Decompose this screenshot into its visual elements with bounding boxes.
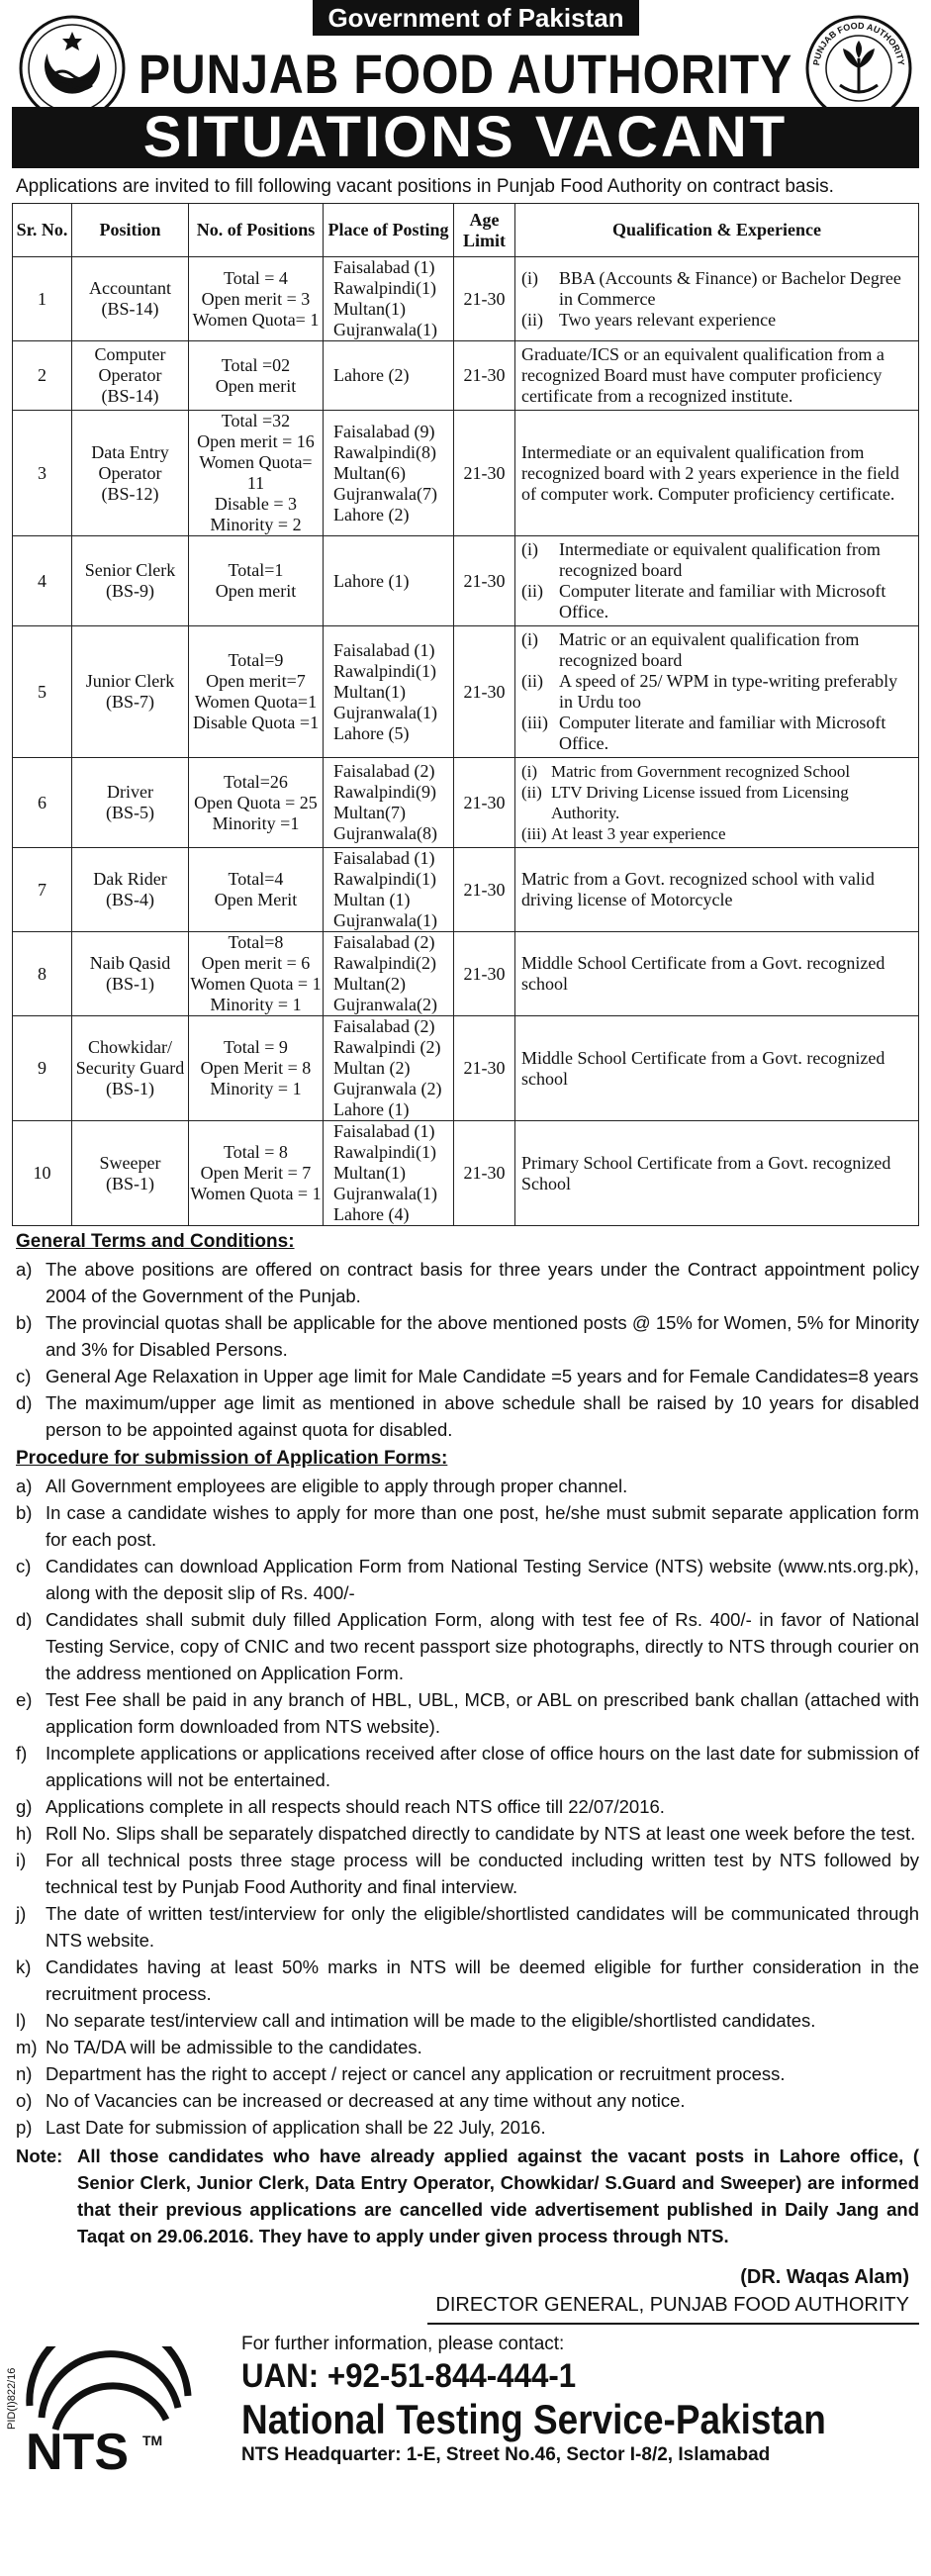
cell-position xyxy=(72,848,189,932)
place-line: Multan(2) xyxy=(333,974,406,994)
positions-count-line: Open merit=7 xyxy=(206,671,306,691)
place-line: Multan(7) xyxy=(333,803,406,822)
list-item-key: n) xyxy=(16,2063,33,2084)
qualification-item-number: (iii) xyxy=(521,713,548,732)
qualification-item-number: (ii) xyxy=(521,783,542,802)
position-name: Computer Operator xyxy=(94,344,166,385)
place-line: Multan(1) xyxy=(333,681,406,702)
positions-count-line: Women Quota = 1 xyxy=(190,1184,322,1203)
signatory xyxy=(12,2263,919,2319)
place-line: Rawalpindi(1) xyxy=(333,1142,436,1162)
position-scale: (BS-5) xyxy=(106,803,154,822)
cell-age: 21-30 xyxy=(454,257,515,341)
list-item xyxy=(12,1740,919,1793)
cell-qualification xyxy=(515,626,919,758)
cell-sr: 5 xyxy=(13,626,72,758)
list-item xyxy=(12,1686,919,1740)
cell-age: 21-30 xyxy=(454,932,515,1016)
place-line: Rawalpindi(1) xyxy=(333,278,436,298)
column-header-place: Place of Posting xyxy=(324,204,454,257)
cell-age: 21-30 xyxy=(454,758,515,848)
list-item-key: b) xyxy=(16,1312,33,1333)
cell-qualification xyxy=(515,1016,919,1121)
list-item-key: g) xyxy=(16,1796,33,1817)
table-row xyxy=(13,341,919,411)
place-line: Lahore (2) xyxy=(333,365,410,385)
qualification-text: Intermediate or an equivalent qualification from recognized board with 2 years experience in the field of computer work. Computer proficiency certificate. xyxy=(521,441,899,504)
cell-age: 21-30 xyxy=(454,848,515,932)
positions-count-line: Women Quota = 1 xyxy=(190,974,322,994)
list-item xyxy=(12,1793,919,1820)
list-item xyxy=(12,2034,919,2060)
place-line: Faisalabad (1) xyxy=(333,1121,435,1141)
cell-age: 21-30 xyxy=(454,341,515,411)
positions-count-line: Disable Quota =1 xyxy=(192,713,320,732)
positions-count-line: Total = 4 xyxy=(224,267,288,288)
contact-info xyxy=(241,2333,905,2467)
positions-count-line: Open merit xyxy=(215,375,297,396)
list-item-text: Roll No. Slips shall be separately dispatched directly to candidate by NTS at least one week before the test. xyxy=(46,1823,916,1844)
list-item-key: p) xyxy=(16,2117,33,2138)
cell-qualification xyxy=(515,341,919,411)
positions-count-line: Open merit = 6 xyxy=(201,953,311,973)
list-item xyxy=(12,1499,919,1553)
position-name: Dak Rider xyxy=(93,869,167,889)
qualification-list xyxy=(521,539,912,622)
qualification-item-number: (iii) xyxy=(521,824,547,843)
place-line: Multan (2) xyxy=(333,1058,411,1078)
list-item xyxy=(12,1847,919,1900)
positions-count-line: Total =32 xyxy=(221,411,291,430)
cell-positions-count xyxy=(189,932,324,1016)
list-item-key: a) xyxy=(16,1259,33,1280)
signatory-title: DIRECTOR GENERAL, PUNJAB FOOD AUTHORITY xyxy=(435,2294,909,2316)
position-name: Chowkidar/ Security Guard xyxy=(75,1037,185,1078)
list-item xyxy=(12,1363,919,1389)
positions-count-line: Open Merit xyxy=(214,890,298,909)
column-header-qualification: Qualification & Experience xyxy=(515,204,919,257)
qualification-item xyxy=(521,713,912,754)
qualification-item-text: Matric from Government recognized School xyxy=(551,762,851,781)
cell-place xyxy=(324,341,454,411)
cell-positions-count xyxy=(189,257,324,341)
place-line: Gujranwala (2) xyxy=(333,1079,442,1098)
list-item-text: Incomplete applications or applications received after close of office hours on the last date for submission of applications will not be entertained. xyxy=(46,1743,919,1790)
list-item-key: j) xyxy=(16,1903,27,1924)
place-line: Rawalpindi(2) xyxy=(333,953,436,973)
list-item-key: d) xyxy=(16,1609,33,1630)
cell-age: 21-30 xyxy=(454,1121,515,1226)
column-header-age: Age Limit xyxy=(454,204,515,257)
positions-count-line: Women Quota=1 xyxy=(194,692,318,712)
place-line: Multan(6) xyxy=(333,462,406,483)
cell-qualification xyxy=(515,411,919,536)
place-line: Rawalpindi(1) xyxy=(333,660,436,681)
cell-sr: 7 xyxy=(13,848,72,932)
cell-age: 21-30 xyxy=(454,536,515,626)
position-scale: (BS-1) xyxy=(106,974,154,994)
place-line: Multan (1) xyxy=(333,890,411,909)
cell-sr: 10 xyxy=(13,1121,72,1226)
cell-positions-count xyxy=(189,848,324,932)
list-item xyxy=(12,1256,919,1309)
position-scale: (BS-1) xyxy=(106,1079,154,1098)
table-row xyxy=(13,1016,919,1121)
qualification-item-text: A speed of 25/ WPM in type-writing preferably in Urdu too xyxy=(559,671,898,712)
contact-lead: For further information, please contact: xyxy=(241,2334,565,2354)
list-item-key: i) xyxy=(16,1850,27,1870)
organization-title: PUNJAB FOOD AUTHORITY xyxy=(138,43,793,105)
list-item xyxy=(12,1473,919,1499)
positions-count-line: Total = 9 xyxy=(224,1037,288,1057)
table-row xyxy=(13,411,919,536)
table-row xyxy=(13,257,919,341)
qualification-item-text: Two years relevant experience xyxy=(559,309,777,330)
qualification-list xyxy=(521,761,912,844)
qualification-item-text: At least 3 year experience xyxy=(551,824,726,843)
cell-qualification xyxy=(515,257,919,341)
place-line: Rawalpindi(1) xyxy=(333,869,436,889)
cell-position xyxy=(72,257,189,341)
qualification-item xyxy=(521,823,912,844)
positions-count-line: Total =02 xyxy=(221,354,291,375)
signatory-name: (DR. Waqas Alam) xyxy=(740,2266,909,2288)
positions-count-line: Open merit xyxy=(215,581,297,601)
publication-id: PID(I)822/16 xyxy=(6,2367,18,2430)
positions-count-line: Open Quota = 25 xyxy=(194,792,318,812)
positions-count-line: Minority = 1 xyxy=(210,1079,302,1098)
qualification-item-number: (ii) xyxy=(521,671,543,691)
cell-place xyxy=(324,536,454,626)
cell-sr: 1 xyxy=(13,257,72,341)
place-line: Faisalabad (1) xyxy=(333,848,435,868)
positions-count-line: Open merit = 16 xyxy=(197,431,315,451)
qualification-item xyxy=(521,539,912,581)
qualification-item-text: Computer literate and familiar with Microsoft Office. xyxy=(559,713,886,753)
place-line: Rawalpindi(9) xyxy=(333,782,436,802)
place-line: Gujranwala(2) xyxy=(333,995,437,1014)
note-label: Note: xyxy=(16,2146,63,2166)
qualification-item-text: LTV Driving License issued from Licensing Authority. xyxy=(551,783,849,822)
qualification-item xyxy=(521,761,912,782)
column-header-sr: Sr. No. xyxy=(13,204,72,257)
cell-sr: 4 xyxy=(13,536,72,626)
cell-qualification xyxy=(515,848,919,932)
cell-sr: 8 xyxy=(13,932,72,1016)
nts-headquarter-address: NTS Headquarter: 1-E, Street No.46, Sector I-8/2, Islamabad xyxy=(241,2444,771,2465)
positions-count-line: Women Quota= 11 xyxy=(199,452,313,493)
qualification-item xyxy=(521,310,912,331)
qualification-item-number: (i) xyxy=(521,762,538,781)
list-item-key: c) xyxy=(16,1556,32,1576)
column-header-positions-count: No. of Positions xyxy=(189,204,324,257)
cell-qualification xyxy=(515,758,919,848)
vacancy-table xyxy=(12,203,919,1226)
qualification-item-number: (ii) xyxy=(521,581,543,601)
list-item-text: Candidates having at least 50% marks in NTS will be deemed eligible for further consideration in the recruitment process. xyxy=(46,1956,919,2004)
table-row xyxy=(13,1121,919,1226)
procedure-list xyxy=(12,1473,919,2141)
cell-place xyxy=(324,932,454,1016)
cell-place xyxy=(324,1016,454,1121)
positions-count-line: Total = 8 xyxy=(224,1142,288,1162)
positions-count-line: Minority = 2 xyxy=(210,515,302,534)
cell-positions-count xyxy=(189,1016,324,1121)
list-item xyxy=(12,1820,919,1847)
list-item xyxy=(12,2087,919,2114)
place-line: Lahore (4) xyxy=(333,1204,410,1224)
positions-count-line: Open merit = 3 xyxy=(201,288,311,309)
cell-sr: 2 xyxy=(13,341,72,411)
qualification-item-text: Matric or an equivalent qualification from recognized board xyxy=(559,629,860,670)
cell-position xyxy=(72,536,189,626)
list-item xyxy=(12,2007,919,2034)
list-item-key: h) xyxy=(16,1823,33,1844)
place-line: Rawalpindi (2) xyxy=(333,1037,441,1057)
place-line: Lahore (1) xyxy=(333,1099,410,1119)
list-item-text: Department has the right to accept / reject or cancel any application or recruitment process. xyxy=(46,2063,786,2084)
place-line: Gujranwala(1) xyxy=(333,320,437,339)
place-line: Faisalabad (1) xyxy=(333,639,435,660)
situations-vacant-banner: SITUATIONS VACANT xyxy=(12,107,919,168)
place-line: Lahore (2) xyxy=(333,504,410,525)
procedure-title: Procedure for submission of Application Forms: xyxy=(16,1448,448,1469)
list-item xyxy=(12,1900,919,1954)
list-item-text: The date of written test/interview for only the eligible/shortlisted candidates will be communicated through NTS website. xyxy=(46,1903,919,1951)
position-scale: (BS-12) xyxy=(101,483,159,504)
cell-qualification xyxy=(515,536,919,626)
place-line: Gujranwala(7) xyxy=(333,483,437,504)
list-item xyxy=(12,2060,919,2087)
list-item-key: d) xyxy=(16,1392,33,1413)
list-item-text: The maximum/upper age limit as mentioned in above schedule shall be raised by 10 years for disabled person to be appointed against quota for disabled. xyxy=(46,1392,919,1440)
list-item-text: Candidates can download Application Form from National Testing Service (NTS) website (www.nts.org.pk), along with the deposit slip of Rs. 400/- xyxy=(46,1556,919,1603)
place-line: Gujranwala(1) xyxy=(333,1184,437,1203)
place-line: Rawalpindi(8) xyxy=(333,441,436,462)
position-scale: (BS-9) xyxy=(106,581,154,601)
cell-position xyxy=(72,758,189,848)
position-scale: (BS-14) xyxy=(101,299,159,319)
cell-position xyxy=(72,1121,189,1226)
nts-logo-text: NTS xyxy=(26,2424,129,2475)
list-item xyxy=(12,1389,919,1443)
list-item-key: o) xyxy=(16,2090,33,2111)
cell-position xyxy=(72,411,189,536)
list-item-key: b) xyxy=(16,1502,33,1523)
qualification-item xyxy=(521,581,912,622)
note-text: All those candidates who have already applied against the vacant posts in Lahore office, ( Senior Clerk, Junior Clerk, Data Entry Operator, Chowkidar/ S.Guard and Sweeper) are informed that their previous applications are cancelled vide advertisement published in Daily Jang and Taqat on 29.06.2016. They have to apply under given process through NTS. xyxy=(77,2146,919,2246)
place-line: Faisalabad (2) xyxy=(333,1016,435,1036)
cell-sr: 3 xyxy=(13,411,72,536)
list-item-text: The provincial quotas shall be applicable for the above mentioned posts @ 15% for Women, 5% for Minority and 3% for Disabled Persons. xyxy=(46,1312,919,1360)
cell-positions-count xyxy=(189,536,324,626)
cell-place xyxy=(324,257,454,341)
list-item-key: f) xyxy=(16,1743,28,1764)
list-item-text: No TA/DA will be admissible to the candidates. xyxy=(46,2037,422,2057)
qualification-item-text: BBA (Accounts & Finance) or Bachelor Degree in Commerce xyxy=(559,267,901,309)
positions-count-line: Open Merit = 8 xyxy=(200,1058,312,1078)
qualification-item-text: Intermediate or equivalent qualification from recognized board xyxy=(559,539,881,580)
place-line: Multan(1) xyxy=(333,1163,406,1183)
position-scale: (BS-1) xyxy=(106,1173,154,1193)
qualification-item-number: (i) xyxy=(521,629,538,649)
qualification-item xyxy=(521,671,912,713)
position-scale: (BS-7) xyxy=(106,692,154,712)
position-name: Junior Clerk xyxy=(85,671,175,691)
list-item-key: m) xyxy=(16,2037,38,2057)
positions-count-line: Disable = 3 xyxy=(214,494,298,514)
place-line: Faisalabad (2) xyxy=(333,761,435,781)
cell-age: 21-30 xyxy=(454,1016,515,1121)
uan-number: UAN: +92-51-844-444-1 xyxy=(241,2357,577,2395)
general-terms-title: General Terms and Conditions: xyxy=(16,1231,295,1252)
cell-place xyxy=(324,758,454,848)
cell-position xyxy=(72,1016,189,1121)
column-header-position: Position xyxy=(72,204,189,257)
qualification-item-text: Computer literate and familiar with Microsoft Office. xyxy=(559,581,886,621)
list-item-key: c) xyxy=(16,1366,32,1386)
list-item xyxy=(12,1309,919,1363)
list-item-text: Candidates shall submit duly filled Application Form, along with test fee of Rs. 400/- in favor of National Testing Service, copy of CNIC and two recent passport size photographs, directly to NTS through courier on the address mentioned on Application Form. xyxy=(46,1609,919,1683)
positions-count-line: Women Quota= 1 xyxy=(192,309,320,330)
positions-count-line: Total=9 xyxy=(228,650,284,670)
cell-qualification xyxy=(515,932,919,1016)
place-line: Faisalabad (9) xyxy=(333,421,435,441)
cell-place xyxy=(324,626,454,758)
cell-positions-count xyxy=(189,341,324,411)
cell-age: 21-30 xyxy=(454,411,515,536)
note xyxy=(12,2143,919,2249)
table-header-row xyxy=(13,204,919,257)
list-item-key: a) xyxy=(16,1476,33,1496)
positions-count-line: Total=1 xyxy=(228,560,284,580)
positions-count-line: Total=26 xyxy=(224,771,288,792)
cell-positions-count xyxy=(189,758,324,848)
cell-place xyxy=(324,411,454,536)
qualification-text: Middle School Certificate from a Govt. recognized school xyxy=(521,953,885,994)
qualification-item xyxy=(521,629,912,671)
list-item-key: k) xyxy=(16,1956,32,1977)
list-item-text: Applications complete in all respects should reach NTS office till 22/07/2016. xyxy=(46,1796,665,1817)
cell-sr: 9 xyxy=(13,1016,72,1121)
list-item-text: Test Fee shall be paid in any branch of HBL, UBL, MCB, or ABL on prescribed bank challan (attached with application form downloaded from NTS website). xyxy=(46,1689,919,1737)
list-item-text: No separate test/interview call and intimation will be made to the eligible/shortlisted candidates. xyxy=(46,2010,816,2031)
place-line: Gujranwala(1) xyxy=(333,702,437,722)
table-row xyxy=(13,848,919,932)
position-name: Accountant xyxy=(89,278,171,298)
qualification-item-number: (ii) xyxy=(521,309,543,330)
intro-text: Applications are invited to fill following vacant positions in Punjab Food Authority on contract basis. xyxy=(16,176,834,197)
cell-sr: 6 xyxy=(13,758,72,848)
list-item-key: l) xyxy=(16,2010,27,2031)
list-item-text: The above positions are offered on contract basis for three years under the Contract appointment policy 2004 of the Government of the Punjab. xyxy=(46,1259,919,1306)
position-name: Senior Clerk xyxy=(84,560,176,580)
position-name: Driver xyxy=(107,782,153,802)
position-name: Naib Qasid xyxy=(89,953,171,973)
place-line: Faisalabad (2) xyxy=(333,932,435,952)
general-terms-list xyxy=(12,1256,919,1443)
place-line: Lahore (1) xyxy=(333,570,410,591)
footer xyxy=(6,2331,919,2479)
cell-qualification xyxy=(515,1121,919,1226)
list-item xyxy=(12,2114,919,2141)
position-name: Data Entry Operator xyxy=(91,441,169,483)
qualification-text: Graduate/ICS or an equivalent qualification from a recognized Board must have computer proficiency certificate from a recognized institute. xyxy=(521,344,884,406)
nts-logo-trademark: TM xyxy=(142,2433,163,2448)
qualification-text: Matric from a Govt. recognized school with valid driving license of Motorcycle xyxy=(521,869,875,909)
qualification-text: Primary School Certificate from a Govt. recognized School xyxy=(521,1152,891,1193)
list-item xyxy=(12,1954,919,2007)
food-authority-logo-text: PUNJAB FOOD AUTHORITY xyxy=(811,20,906,66)
positions-count-line: Minority =1 xyxy=(212,812,300,833)
positions-count-line: Open Merit = 7 xyxy=(200,1163,312,1183)
qualification-list xyxy=(521,268,912,331)
place-line: Gujranwala(8) xyxy=(333,823,437,843)
nts-logo-icon xyxy=(20,2346,198,2475)
list-item-text: In case a candidate wishes to apply for more than one post, he/she must submit separate application form for each post. xyxy=(46,1502,919,1550)
qualification-item xyxy=(521,268,912,310)
qualification-item-number: (i) xyxy=(521,539,538,559)
qualification-item-number: (i) xyxy=(521,267,538,288)
nts-name: National Testing Service-Pakistan xyxy=(241,2396,826,2442)
cell-place xyxy=(324,1121,454,1226)
cell-positions-count xyxy=(189,411,324,536)
place-line: Multan(1) xyxy=(333,299,406,319)
list-item-text: General Age Relaxation in Upper age limit for Male Candidate =5 years and for Female Candidates=8 years xyxy=(46,1366,919,1386)
table-row xyxy=(13,626,919,758)
place-line: Lahore (5) xyxy=(333,722,410,743)
table-body xyxy=(13,257,919,1226)
table-row xyxy=(13,758,919,848)
list-item-text: For all technical posts three stage process will be conducted including written test by NTS followed by technical test by Punjab Food Authority and final interview. xyxy=(46,1850,919,1897)
positions-count-line: Minority = 1 xyxy=(210,995,302,1014)
place-line: Faisalabad (1) xyxy=(333,257,435,277)
list-item-text: Last Date for submission of application shall be 22 July, 2016. xyxy=(46,2117,546,2138)
positions-count-line: Total=8 xyxy=(228,932,284,952)
positions-count-line: Total=4 xyxy=(228,869,284,889)
cell-age: 21-30 xyxy=(454,626,515,758)
position-scale: (BS-14) xyxy=(101,386,159,406)
position-name: Sweeper xyxy=(99,1152,161,1173)
cell-position xyxy=(72,341,189,411)
cell-position xyxy=(72,932,189,1016)
list-item-text: All Government employees are eligible to apply through proper channel. xyxy=(46,1476,628,1496)
header xyxy=(12,0,919,169)
list-item xyxy=(12,1606,919,1686)
cell-place xyxy=(324,848,454,932)
list-item-key: e) xyxy=(16,1689,33,1710)
qualification-item xyxy=(521,782,912,823)
list-item-text: No of Vacancies can be increased or decreased at any time without any notice. xyxy=(46,2090,686,2111)
position-scale: (BS-4) xyxy=(106,890,154,909)
table-row xyxy=(13,932,919,1016)
place-line: Gujranwala(1) xyxy=(333,910,437,930)
list-item xyxy=(12,1553,919,1606)
qualification-list xyxy=(521,629,912,754)
cell-position xyxy=(72,626,189,758)
cell-positions-count xyxy=(189,626,324,758)
divider xyxy=(427,2323,919,2325)
qualification-text: Middle School Certificate from a Govt. recognized school xyxy=(521,1047,885,1089)
government-banner: Government of Pakistan xyxy=(313,0,639,36)
table-row xyxy=(13,536,919,626)
cell-positions-count xyxy=(189,1121,324,1226)
